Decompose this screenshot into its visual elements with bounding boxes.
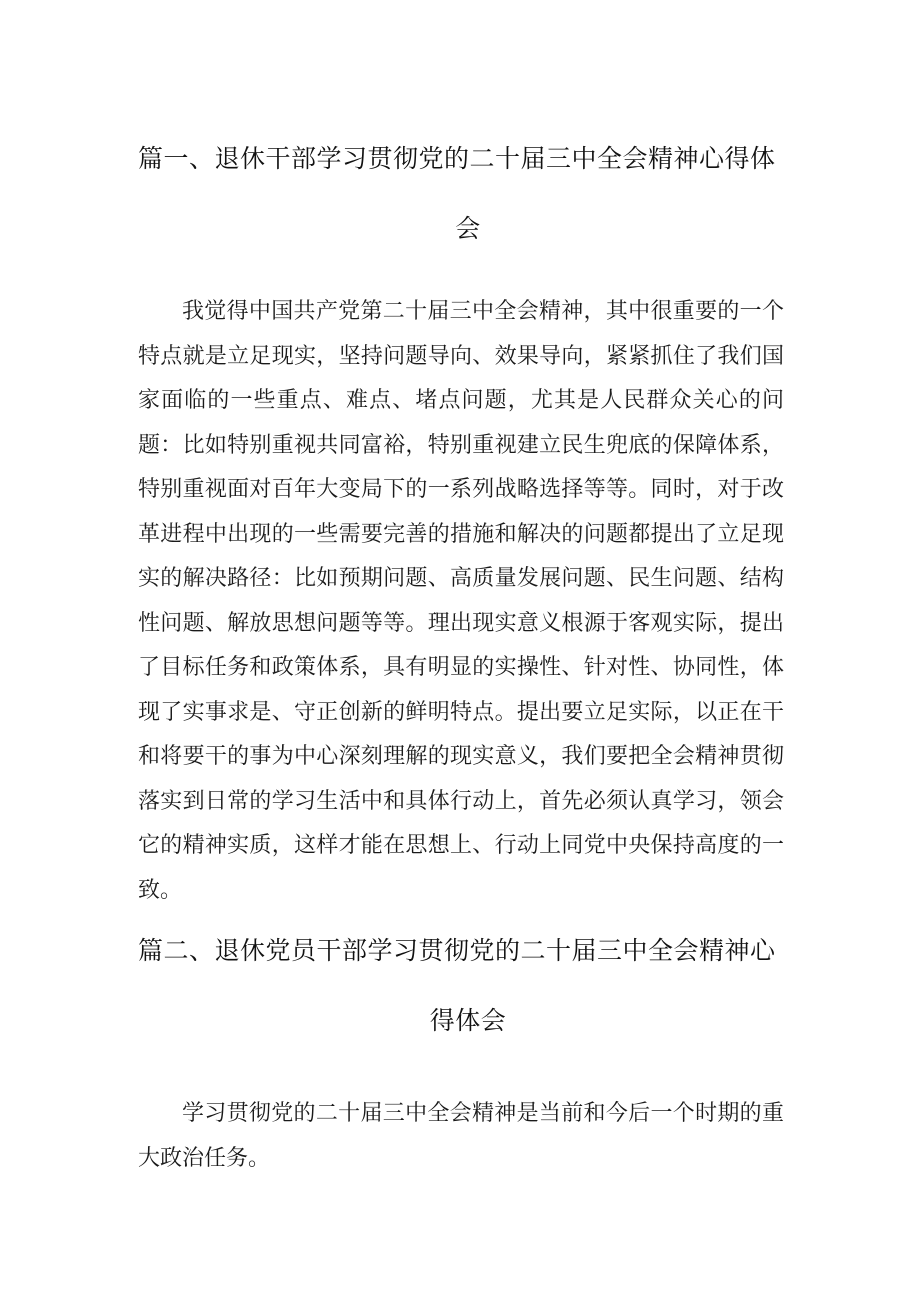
section-1-paragraph: 我觉得中国共产党第二十届三中全会精神，其中很重要的一个特点就是立足现实，坚持问题导向、效果导向，紧紧抓住了我们国家面临的一些重点、难点、堵点问题，尤其是人民群众关心的问题：比如特别重视共同富裕，特别重视建立民生兜底的保障体系，特别重视面对百年大变局下的一系列战略选择等等。同时，对于改革进程中出现的一些需要完善的措施和解决的问题都提出了立足现实的解决路径：比如预期问题、高质量发展问题、民生问题、结构性问题、解放思想问题等等。理出现实意义根源于客观实际，提出了目标任务和政策体系，具有明显的实操性、针对性、协同性，体现了实事求是、守正创新的鲜明特点。提出要立足实际，以正在干和将要干的事为中心深刻理解的现实意义，我们要把全会精神贯彻落实到日常的学习生活中和具体行动上，首先必须认真学习，领会它的精神实质，这样才能在思想上、行动上同党中央保持高度的一致。 bbox=[138, 299, 784, 903]
section-2-paragraph: 学习贯彻党的二十届三中全会精神是当前和今后一个时期的重大政治任务。 bbox=[138, 1101, 784, 1171]
section-1-heading bbox=[138, 124, 798, 264]
section-2-heading bbox=[138, 916, 798, 1056]
section-1-heading-line-1: 篇一、退休干部学习贯彻党的二十届三中全会精神心得体 bbox=[138, 144, 776, 173]
section-2-heading-line-1: 篇二、退休党员干部学习贯彻党的二十届三中全会精神心 bbox=[138, 936, 776, 965]
section-1-heading-line-2: 会 bbox=[455, 214, 481, 243]
section-2-heading-line-2: 得体会 bbox=[429, 1006, 507, 1035]
